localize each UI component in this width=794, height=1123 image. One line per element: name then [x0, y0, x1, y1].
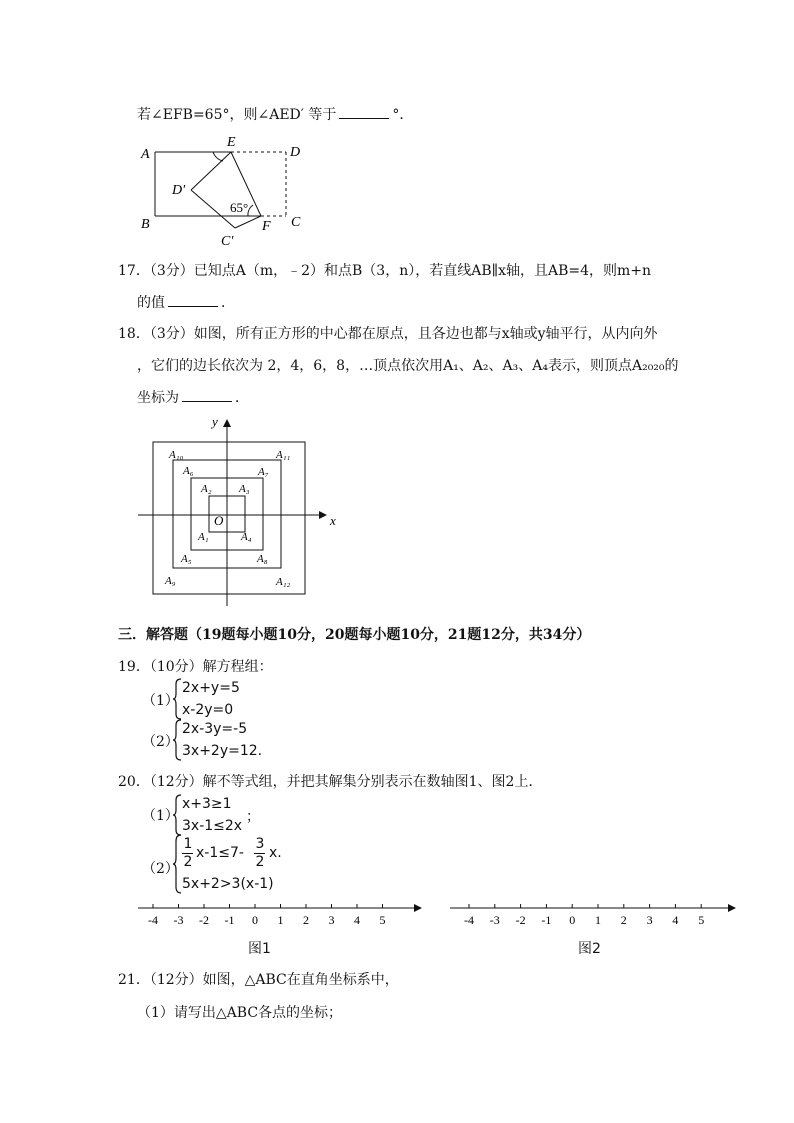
label-a6: A₆ — [183, 465, 194, 477]
folded-rectangle-figure — [135, 130, 315, 248]
label-a9: A₉ — [165, 575, 176, 587]
label-d: D — [290, 145, 301, 160]
tick-label: -1 — [541, 913, 552, 927]
label-a12: A₁₂ — [276, 576, 291, 588]
q19-part2-label: （2） — [142, 734, 179, 750]
label-c: C — [291, 215, 301, 230]
arrow-icon — [728, 904, 736, 912]
q20-p2-eq1a: x-1≤7- — [196, 845, 244, 861]
label-a8: A₈ — [257, 553, 268, 565]
tick-label: 4 — [354, 913, 360, 927]
q19-p1-eq1: 2x+y=5 — [182, 680, 240, 696]
tick-label: -3 — [173, 913, 184, 927]
label-f: F — [262, 219, 271, 234]
q20-p1-end: ； — [246, 809, 260, 825]
brace-icon — [172, 719, 182, 761]
tick-label: 3 — [646, 913, 653, 927]
q20-p1-eq2: 3x-1≤2x — [182, 818, 243, 834]
tick-label: 5 — [698, 913, 705, 927]
answer-blank[interactable] — [168, 294, 218, 307]
figure-1-caption: 图1 — [248, 941, 271, 957]
label-angle-65: 65° — [230, 200, 249, 215]
frac1-denominator: 2 — [183, 854, 193, 870]
label-b: B — [141, 217, 150, 232]
answer-blank[interactable] — [339, 106, 389, 119]
q18-line3: 坐标为 ． — [137, 390, 249, 406]
q19-p2-eq2: 3x+2y=12. — [182, 743, 263, 759]
number-line-fig1 — [136, 898, 426, 928]
label-a4: A₄ — [241, 531, 252, 543]
angle-arc-e — [213, 152, 223, 161]
q18-line2: ，它们的边长依次为 2，4，6，8，…顶点依次用A₁、A₂、A₃、A₄表示，则顶点A₂₀₂₀的 — [137, 358, 679, 374]
q19-p1-eq2: x-2y=0 — [182, 702, 234, 718]
tick-label: 1 — [277, 913, 284, 927]
label-d-prime: D′ — [172, 183, 186, 198]
brace-icon — [172, 794, 182, 836]
q18-line1: 18．（3分）如图，所有正方形的中心都在原点，且各边也都与x轴或y轴平行，从内向外 — [118, 326, 658, 342]
edge-ed-prime — [191, 152, 231, 190]
label-a2: A₂ — [201, 483, 212, 495]
tick-label: 0 — [252, 913, 258, 927]
frac2-numerator: 3 — [255, 836, 265, 852]
q19-part1-label: （1） — [142, 693, 179, 709]
q17-line2: 的值 ． — [137, 295, 235, 311]
q20-title: 20．（12分）解不等式组，并把其解集分别表示在数轴图1、图2上． — [118, 774, 543, 790]
tick-label: 0 — [569, 913, 576, 927]
label-a3: A₃ — [239, 483, 250, 495]
tick-label: -3 — [489, 913, 500, 927]
tick-label: 5 — [379, 913, 386, 927]
nested-squares-figure — [136, 412, 336, 608]
q21-title: 21．（12分）如图，△ABC在直角坐标系中， — [118, 972, 399, 988]
label-x: x — [330, 513, 336, 528]
label-a11: A₁₁ — [276, 449, 291, 461]
tick-label: -2 — [515, 913, 526, 927]
q20-p2-eq2: 5x+2>3(x-1) — [182, 876, 274, 892]
q19-title: 19．（10分）解方程组： — [118, 659, 273, 675]
label-a: A — [141, 147, 150, 162]
brace-icon — [172, 678, 182, 720]
tick-label: -1 — [224, 913, 235, 927]
q20-part2-label: （2） — [142, 861, 179, 877]
tick-label: 2 — [303, 913, 309, 927]
label-a7: A₇ — [258, 466, 269, 478]
edge-cf-prime — [235, 216, 261, 228]
q17-line1: 17．（3分）已知点A（m，﹣2）和点B（3，n），若直线AB∥x轴，且AB=4，则m+n — [118, 263, 652, 279]
q20-p1-eq1: x+3≥1 — [182, 796, 232, 812]
number-line-fig2 — [448, 898, 740, 928]
label-y: y — [212, 414, 218, 429]
q20-p2-eq1b: x. — [269, 845, 282, 861]
label-c-prime: C′ — [221, 234, 234, 248]
brace-icon — [172, 834, 182, 894]
frac1-numerator: 1 — [183, 836, 193, 852]
label-e: E — [227, 135, 236, 150]
tick-label: 2 — [620, 913, 627, 927]
frac2-denominator: 2 — [255, 854, 265, 870]
label-a10: A₁₀ — [169, 449, 184, 461]
square-4 — [153, 442, 305, 594]
tick-label: -2 — [199, 913, 209, 927]
q19-p2-eq1: 2x-3y=-5 — [182, 721, 248, 737]
figure-2-caption: 图2 — [578, 941, 601, 957]
tick-label: 4 — [672, 913, 679, 927]
angle-arc-f — [248, 205, 253, 216]
tick-label: -4 — [464, 913, 474, 927]
q16-line: 若∠EFB=65°，则∠AED′ 等于 °． — [137, 107, 414, 123]
tick-label: 3 — [328, 913, 335, 927]
tick-label: 1 — [595, 913, 601, 927]
arrow-icon — [414, 904, 422, 912]
label-origin: O — [214, 513, 224, 528]
tick-label: -4 — [148, 913, 158, 927]
answer-blank[interactable] — [182, 389, 232, 402]
section-3-heading: 三．解答题（19题每小题10分，20题每小题10分，21题12分，共34分） — [118, 627, 591, 643]
q21-part1: （1）请写出△ABC各点的坐标； — [137, 1005, 343, 1021]
edge-dc-prime — [191, 190, 235, 228]
q20-part1-label: （1） — [142, 808, 179, 824]
label-a5: A₅ — [181, 553, 192, 565]
label-a1: A₁ — [198, 531, 209, 543]
